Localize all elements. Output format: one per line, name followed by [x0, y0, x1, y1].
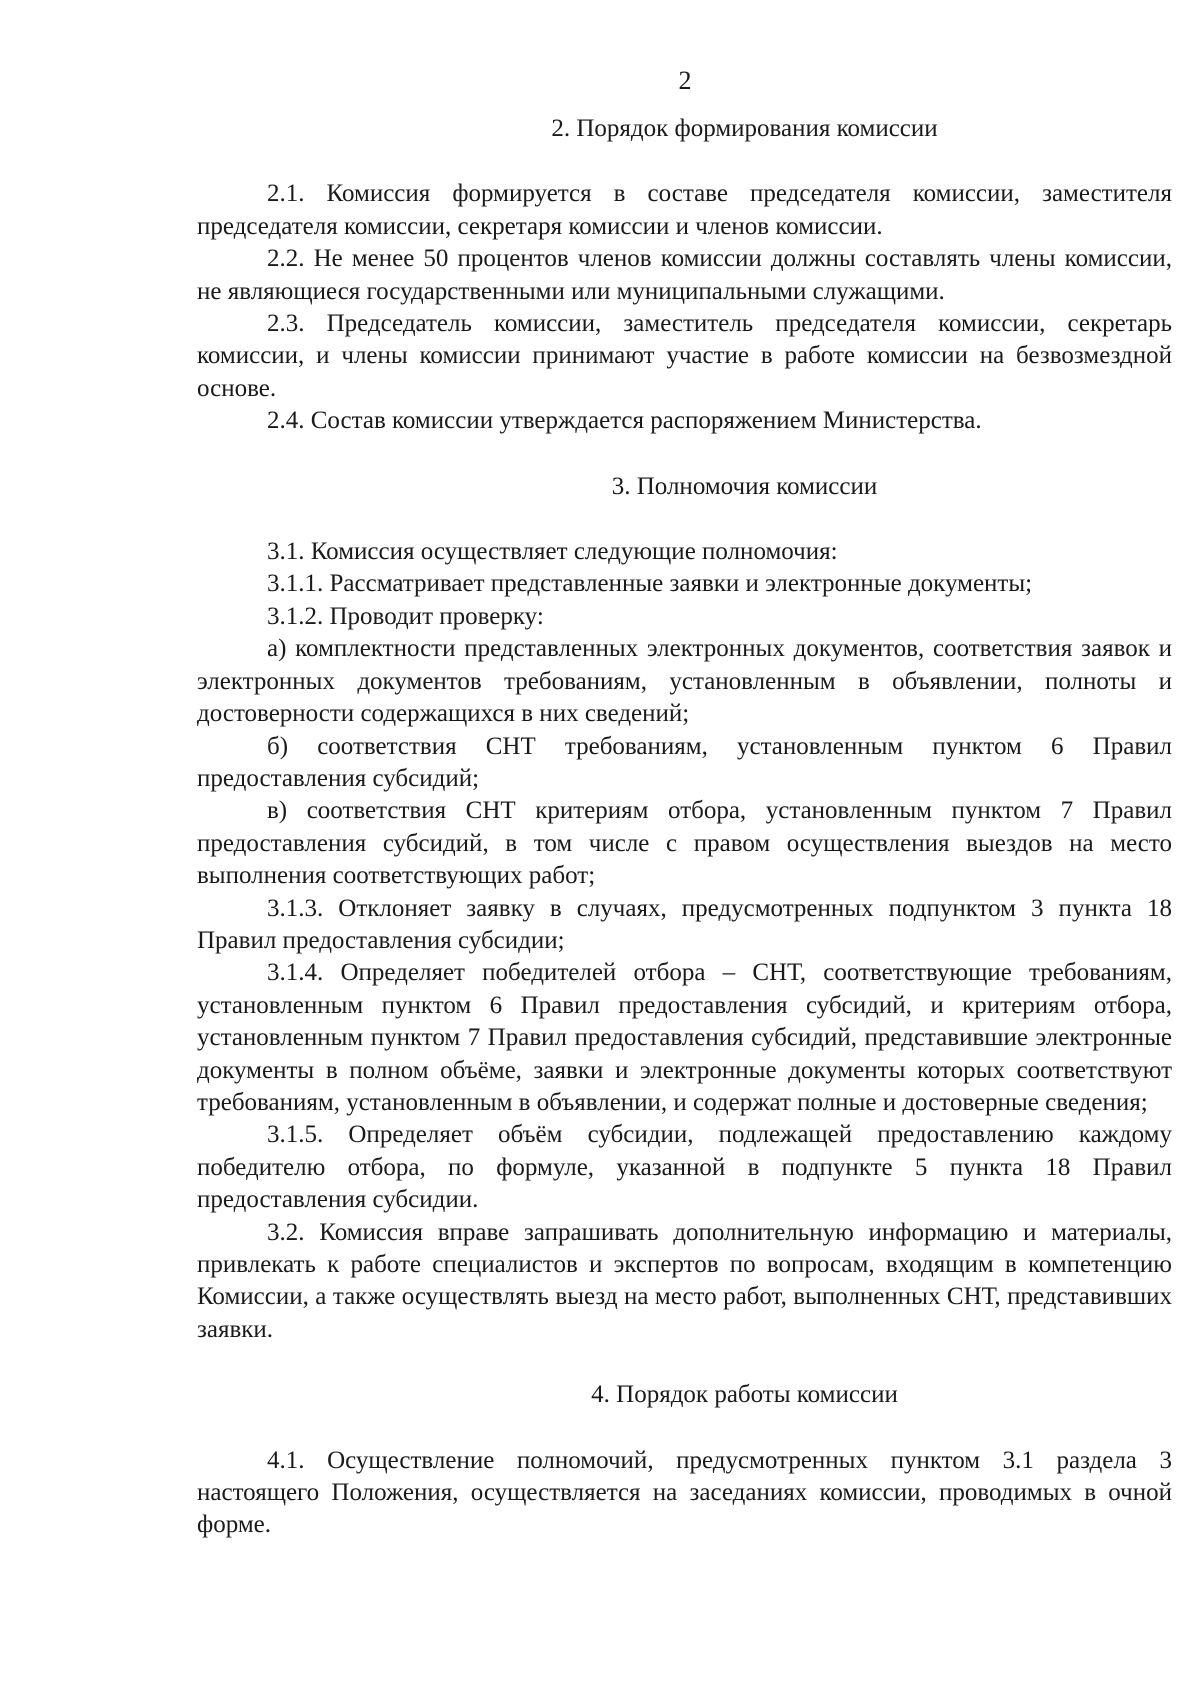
paragraph: в) соответствия СНТ критериям отбора, установленным пунктом 7 Правил предоставления субсидий, в том числе с правом осуществления выездов на место выполнения соответствующих работ; — [197, 797, 1172, 890]
page-number: 2 — [678, 66, 692, 95]
paragraph: 3.1. Комиссия осуществляет следующие полномочия: — [267, 538, 838, 566]
section-heading: 2. Порядок формирования комиссии — [551, 115, 938, 142]
spacer — [197, 438, 1172, 471]
paragraph: 3.1.1. Рассматривает представленные заявки и электронные документы; — [267, 570, 1033, 598]
paragraph: 3.1.3. Отклоняет заявку в случаях, предусмотренных подпунктом 3 пункта 18 Правил предоставления субсидии; — [197, 894, 1172, 954]
paragraph: 2.2. Не менее 50 процентов членов комиссии должны составлять члены комиссии, не являющиеся государственными или муниципальными служащими. — [197, 245, 1172, 305]
spacer — [197, 145, 1172, 178]
spacer — [197, 1346, 1172, 1379]
section-heading: 3. Полномочия комиссии — [611, 472, 878, 500]
paragraph: 3.1.5. Определяет объём субсидии, подлежащей предоставлению каждому победителю отбора, по формуле, указанной в подпункте 5 пункта 18 Правил предоставления субсидии. — [197, 1121, 1172, 1214]
paragraph: 3.2. Комиссия вправе запрашивать дополнительную информацию и материалы, привлекать к работе специалистов и экспертов по вопросам, входящим в компетенцию Комиссии, а также осуществлять выезд на место работ, выполненных СНТ, представивших заявки. — [197, 1218, 1172, 1343]
paragraph: 3.1.4. Определяет победителей отбора – СНТ, соответствующие требованиям, установленным пунктом 6 Правил предоставления субсидий, и критериям отбора, установленным пунктом 7 Правил предоставления субсидий, представившие электронные документы в полном объёме, заявки и электронные документы которых соответствуют требованиям, установленным в объявлении, и содержат полные и достоверные сведения; — [197, 959, 1172, 1116]
paragraph: 2.1. Комиссия формируется в составе председателя комиссии, заместителя председателя комиссии, секретаря комиссии и членов комиссии. — [197, 180, 1172, 240]
paragraph: 2.4. Состав комиссии утверждается распоряжением Министерства. — [267, 407, 982, 435]
paragraph: б) соответствия СНТ требованиям, установленным пунктом 6 Правил предоставления субсидий; — [197, 732, 1172, 792]
spacer — [197, 503, 1172, 536]
paragraph: а) комплектности представленных электронных документов, соответствия заявок и электронных документов требованиям, установленным в объявлении, полноты и достоверности содержащихся в них сведений; — [197, 635, 1172, 728]
paragraph: 2.3. Председатель комиссии, заместитель председателя комиссии, секретарь комиссии, и члены комиссии принимают участие в работе комиссии на безвозмездной основе. — [197, 310, 1172, 402]
spacer — [197, 1412, 1172, 1445]
paragraph: 4.1. Осуществление полномочий, предусмотренных пунктом 3.1 раздела 3 настоящего Положения, осуществляется на заседаниях комиссии, проводимых в очной форме. — [197, 1446, 1172, 1539]
document-body — [197, 113, 1172, 1542]
paragraph: 3.1.2. Проводит проверку: — [267, 602, 544, 630]
section-heading: 4. Порядок работы комиссии — [591, 1381, 898, 1409]
